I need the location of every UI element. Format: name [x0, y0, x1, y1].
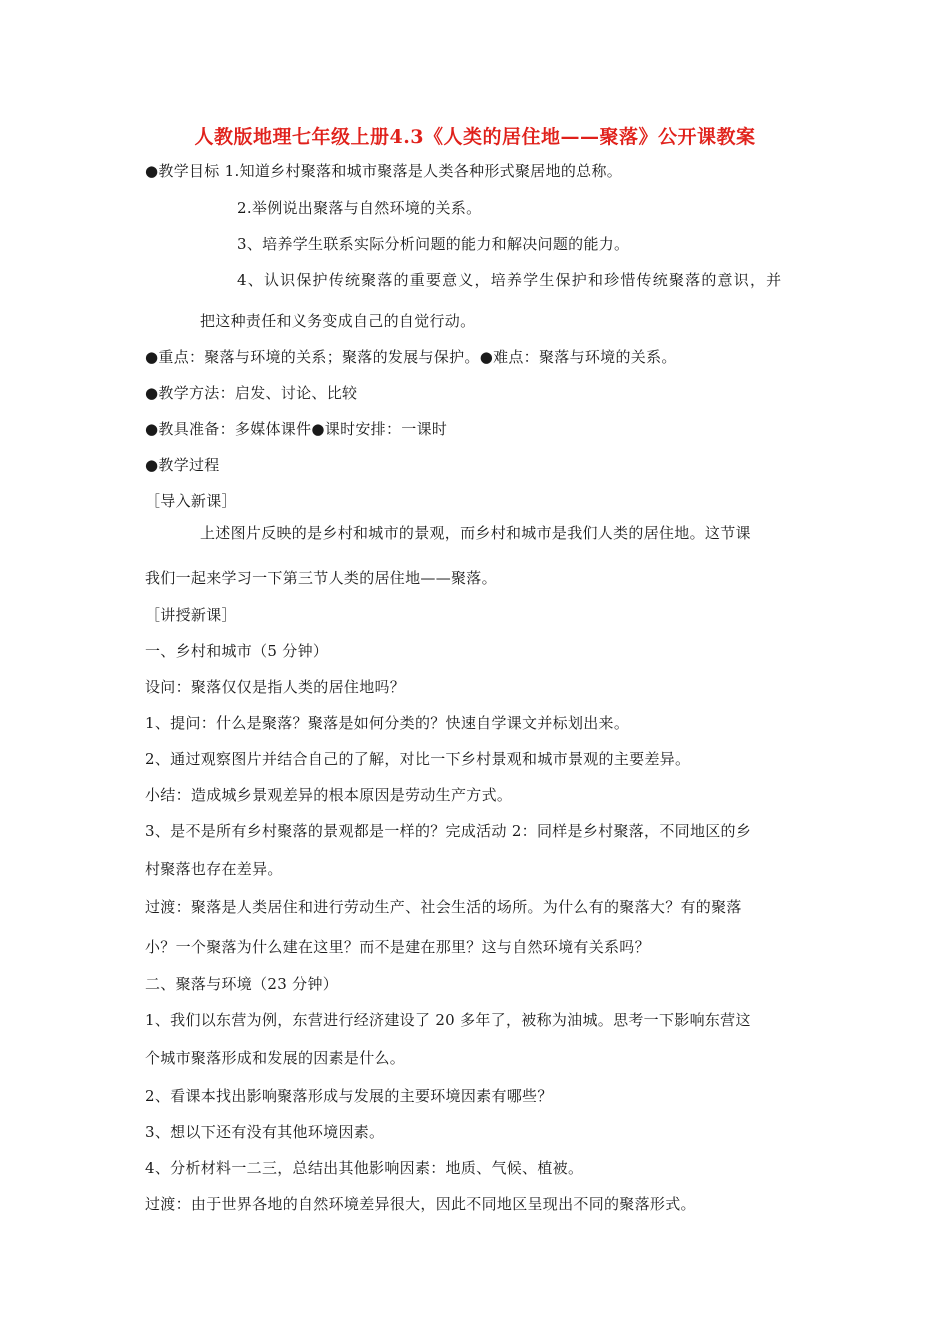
section-2-item-1-line-1: 1、我们以东营为例，东营进行经济建设了 20 多年了，被称为油城。思考一下影响东营这	[145, 1011, 751, 1029]
key-points: ●重点：聚落与环境的关系；聚落的发展与保护。●难点：聚落与环境的关系。	[145, 348, 677, 366]
section-2-item-1-line-2: 个城市聚落形成和发展的因素是什么。	[145, 1049, 406, 1067]
intro-paragraph-line-2: 我们一起来学习一下第三节人类的居住地——聚落。	[145, 569, 497, 587]
intro-paragraph-line-1: 上述图片反映的是乡村和城市的景观，而乡村和城市是我们人类的居住地。这节课	[200, 524, 751, 542]
teaching-objectives-3: 3、培养学生联系实际分析问题的能力和解决问题的能力。	[237, 235, 630, 253]
transition-2: 过渡：由于世界各地的自然环境差异很大，因此不同地区呈现出不同的聚落形式。	[145, 1195, 696, 1213]
item-3-line-1: 3、是不是所有乡村聚落的景观都是一样的？完成活动 2：同样是乡村聚落，不同地区的乡	[145, 822, 752, 840]
item-2: 2、通过观察图片并结合自己的了解，对比一下乡村景观和城市景观的主要差异。	[145, 750, 691, 768]
item-3-line-2: 村聚落也存在差异。	[145, 860, 283, 878]
section-2-heading: 二、聚落与环境（23 分钟）	[145, 975, 339, 993]
transition-1-line-1: 过渡：聚落是人类居住和进行劳动生产、社会生活的场所。为什么有的聚落大？有的聚落	[145, 898, 742, 916]
section-1-heading: 一、乡村和城市（5 分钟）	[145, 642, 329, 660]
teaching-objectives-2: 2.举例说出聚落与自然环境的关系。	[237, 199, 482, 217]
teaching-objectives-1: ●教学目标 1.知道乡村聚落和城市聚落是人类各种形式聚居地的总称。	[145, 162, 623, 180]
teaching-objectives-4-cont: 把这种责任和义务变成自己的自觉行动。	[200, 312, 476, 330]
document-title: 人教版地理七年级上册4.3《人类的居住地——聚落》公开课教案	[194, 126, 756, 148]
item-1: 1、提问：什么是聚落？聚落是如何分类的？快速自学课文并标划出来。	[145, 714, 630, 732]
new-lesson-heading: ［讲授新课］	[145, 606, 237, 624]
summary-line: 小结：造成城乡景观差异的根本原因是劳动生产方式。	[145, 786, 513, 804]
teaching-methods: ●教学方法：启发、讨论、比较	[145, 384, 358, 402]
teaching-aids: ●教具准备：多媒体课件●课时安排：一课时	[145, 420, 448, 438]
intro-section-heading: ［导入新课］	[145, 492, 237, 510]
question-line: 设问：聚落仅仅是指人类的居住地吗？	[145, 678, 406, 696]
section-2-item-2: 2、看课本找出影响聚落形成与发展的主要环境因素有哪些？	[145, 1087, 553, 1105]
teaching-process-heading: ●教学过程	[145, 456, 220, 474]
transition-1-line-2: 小？一个聚落为什么建在这里？而不是建在那里？这与自然环境有关系吗？	[145, 938, 650, 956]
teaching-objectives-4: 4、认识保护传统聚落的重要意义，培养学生保护和珍惜传统聚落的意识，并	[237, 271, 783, 289]
section-2-item-4: 4、分析材料一二三，总结出其他影响因素：地质、气候、植被。	[145, 1159, 584, 1177]
section-2-item-3: 3、想以下还有没有其他环境因素。	[145, 1123, 385, 1141]
